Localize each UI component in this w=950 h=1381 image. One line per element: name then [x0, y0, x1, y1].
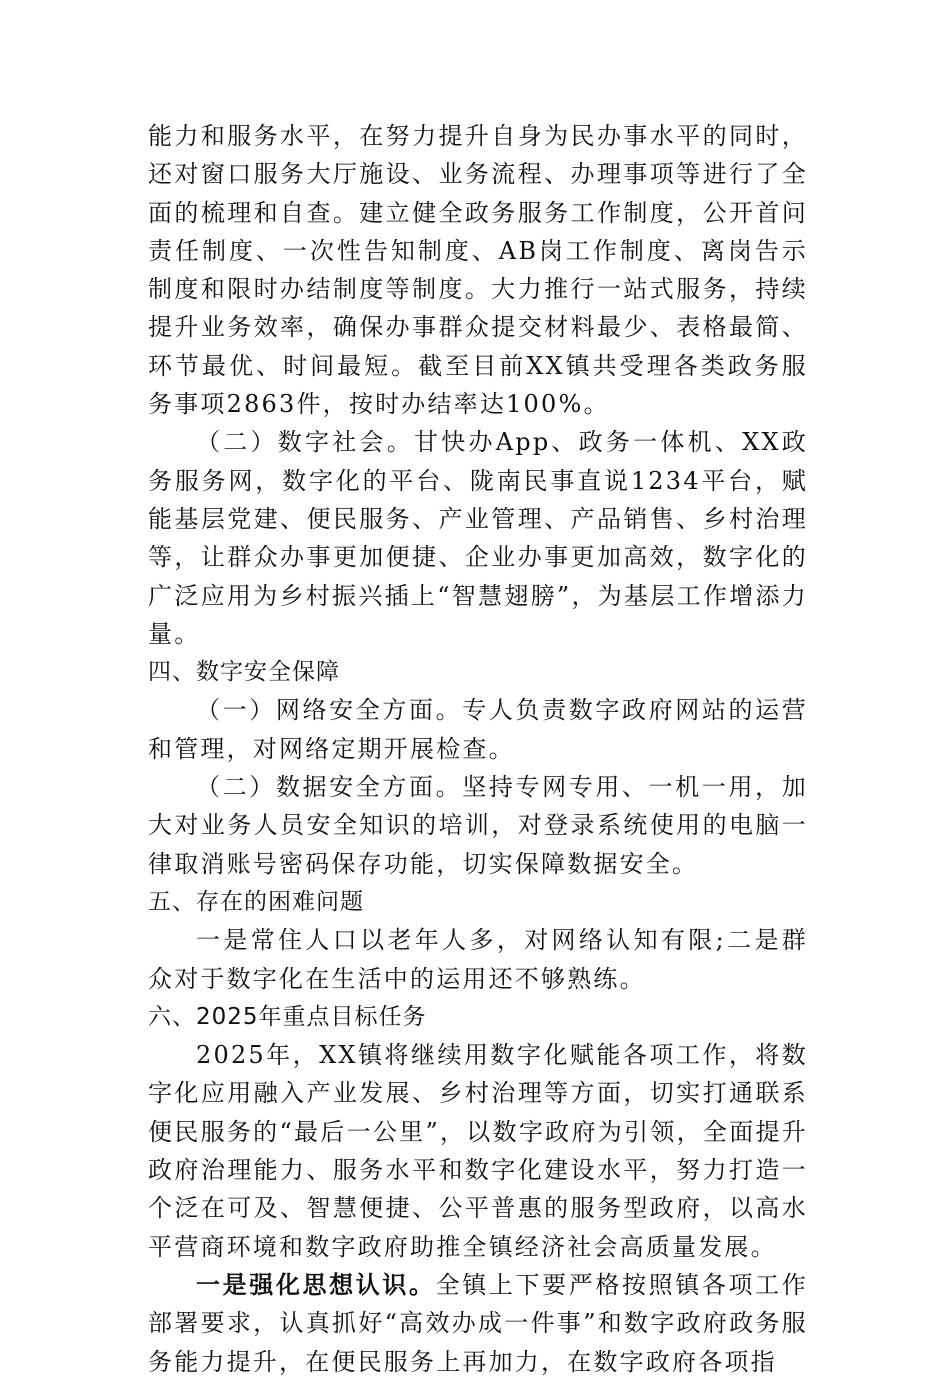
section-heading-difficulties: 五、存在的困难问题 — [148, 888, 364, 915]
paragraph-strengthen-awareness-text: 全镇上下要严格按照镇各项工作部署要求，认真抓好“高效办成一件事”和数字政府政务服务能力提升，在便民服务上再加力，在数字政府各项指 — [148, 1270, 808, 1376]
paragraph-digital-society-text: 甘快办App、政务一体机、XX政务服务网，数字化的平台、陇南民事直说1234平台，赋能基层党建、便民服务、产业管理、产品销售、乡村治理等，让群众办事更加便捷、企业办事更加高效，数字化的广泛应用为乡村振兴插上“智慧翅膀”，为基层工作增添力量。 — [148, 428, 808, 648]
paragraph-network-security-text: 专人负责数字政府网站的运营和管理，对网络定期开展检查。 — [148, 696, 809, 763]
paragraph-strengthen-awareness — [148, 1266, 808, 1381]
section-label-digital-society: （二）数字社会。 — [196, 428, 414, 457]
paragraph-service-level: 能力和服务水平，在努力提升自身为民办事水平的同时，还对窗口服务大厅施设、业务流程、办理事项等进行了全面的梳理和自查。建立健全政务服务工作制度，公开首问责任制度、一次性告知制度、AB岗工作制度、离岗告示制度和限时办结制度等制度。大力推行一站式服务，持续提升业务效率，确保办事群众提交材料最少、表格最简、环节最优、时间最短。截至目前XX镇共受理各类政务服务事项2863件，按时办结率达100%。 — [148, 122, 808, 419]
section-heading-2025-tasks: 六、2025年重点目标任务 — [148, 1003, 427, 1030]
section-heading-security: 四、数字安全保障 — [148, 659, 340, 686]
document-body — [148, 117, 808, 1381]
section-label-network-security: （一）网络安全方面。 — [196, 696, 463, 725]
section-label-strengthen-awareness: 一是强化思想认识。 — [196, 1270, 436, 1299]
paragraph-data-security-text: 坚持专网专用、一机一用，加大对业务人员安全知识的培训，对登录系统使用的电脑一律取消账号密码保存功能，切实保障数据安全。 — [148, 773, 809, 878]
section-label-data-security: （二）数据安全方面。 — [196, 773, 463, 802]
paragraph-2025-plan: 2025年，XX镇将继续用数字化赋能各项工作，将数字化应用融入产业发展、乡村治理等方面，切实打通联系便民服务的“最后一公里”，以数字政府为引领，全面提升政府治理能力、服务水平和数字化建设水平，努力打造一个泛在可及、智慧便捷、公平普惠的服务型政府，以高水平营商环境和数字政府助推全镇经济社会高质量发展。 — [148, 1041, 808, 1261]
paragraph-difficulties: 一是常住人口以老年人多，对网络认知有限;二是群众对于数字化在生活中的运用还不够熟练。 — [148, 926, 808, 993]
paragraph-network-security — [148, 691, 808, 768]
paragraph-data-security — [148, 768, 808, 883]
paragraph-digital-society — [148, 423, 808, 653]
